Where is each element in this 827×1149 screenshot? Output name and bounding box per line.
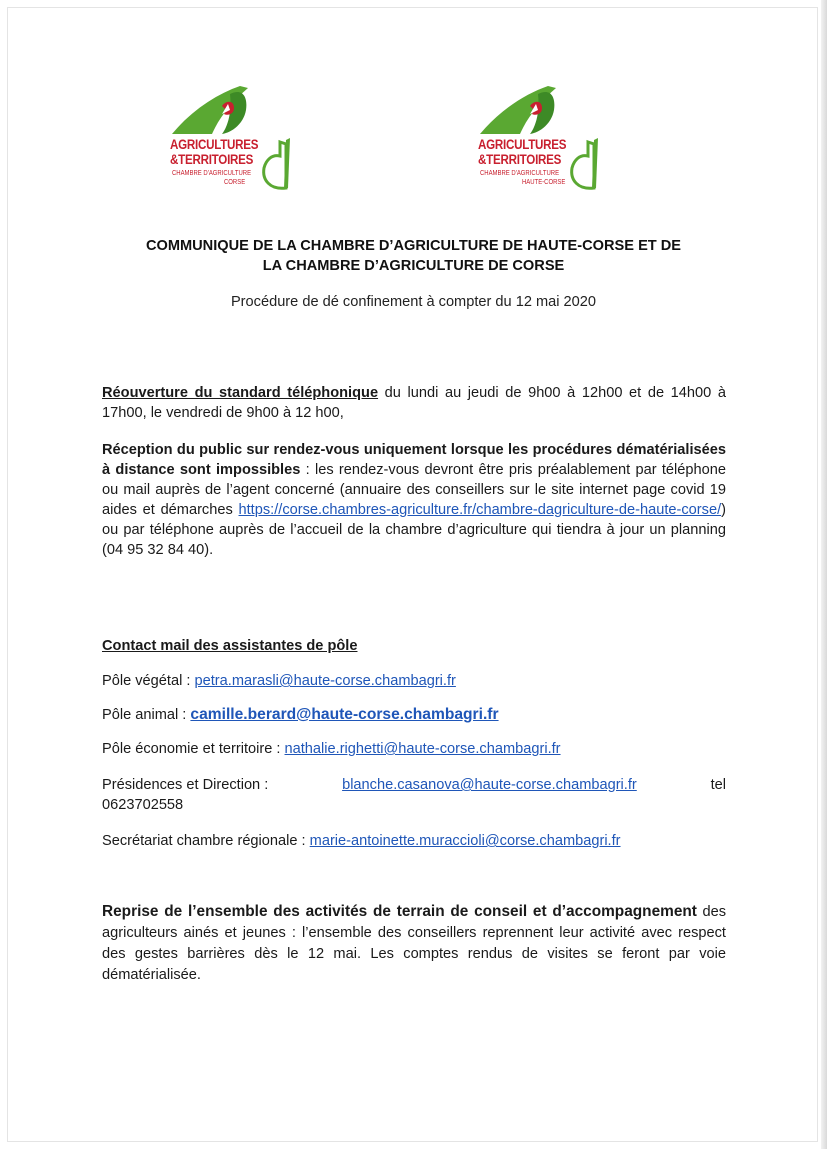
secretariat-label: Secrétariat chambre régionale : (102, 833, 310, 849)
contact-presidence (102, 775, 726, 815)
contact-secretariat (102, 831, 726, 851)
contacts-heading: Contact mail des assistantes de pôle (102, 638, 358, 654)
logo-chambre-haute-corse (470, 80, 620, 200)
standard-heading: Réouverture du standard téléphonique (102, 385, 379, 401)
economie-email-link[interactable]: nathalie.righetti@haute-corse.chambagri.fr (284, 741, 561, 757)
economie-label: Pôle économie et territoire : (102, 741, 285, 757)
contact-economie (102, 739, 726, 759)
reprise-heading: Reprise de l’ensemble des activités de terrain de conseil et d’accompagnement (102, 903, 697, 920)
presidence-email-link[interactable]: blanche.casanova@haute-corse.chambagri.fr (342, 777, 637, 793)
logo-text-line2: &TERRITOIRES (170, 152, 254, 167)
logo-text-line2: &TERRITOIRES (478, 152, 562, 167)
reception-text-2: ) ou par téléphone auprès de l’accueil de la chambre d’agriculture qui tiendra à jour un planning (04 95 32 84 40). (102, 502, 726, 558)
logo-text-line4: CORSE (224, 179, 246, 186)
animal-email-link[interactable]: camille.berard@haute-corse.chambagri.fr (190, 706, 499, 723)
standard-text: du lundi au jeudi de 9h00 à 12h00 et de 14h00 à 17h00, le vendredi de 9h00 à 12 h00, (102, 385, 726, 421)
logo-text-line4: HAUTE-CORSE (522, 179, 566, 186)
secretariat-email-link[interactable]: marie-antoinette.muraccioli@corse.chambagri.fr (309, 833, 621, 849)
title-line-2: LA CHAMBRE D’AGRICULTURE DE CORSE (262, 258, 565, 274)
site-link[interactable]: https://corse.chambres-agriculture.fr/chambre-dagriculture-de-haute-corse/ (238, 502, 722, 518)
logo-text-line1: AGRICULTURES (478, 137, 567, 152)
reprise-text: des agriculteurs ainés et jeunes : l’ensemble des conseillers reprennent leur activité avec respect des gestes barrières dès le 12 mai. Les comptes rendus de visites se feront par voie dématérialisée. (102, 904, 726, 983)
logo-text-line3: CHAMBRE D'AGRICULTURE (480, 170, 560, 177)
paragraph-reception (102, 440, 726, 560)
logo-text-line1: AGRICULTURES (170, 137, 259, 152)
reception-text-1: : les rendez-vous devront être pris préalablement par téléphone ou mail auprès de l’agent concerné (annuaire des conseillers sur le site internet page covid 19 aides et démarches (102, 462, 726, 518)
logo-text-line3: CHAMBRE D'AGRICULTURE (172, 170, 252, 177)
page-edge (821, 0, 827, 1149)
presidence-tel-label: tel (710, 777, 726, 793)
contact-animal (102, 705, 726, 725)
presidence-tel: 0623702558 (102, 797, 184, 813)
logo-chambre-corse (162, 80, 312, 200)
vegetal-label: Pôle végétal : (102, 673, 195, 689)
contacts-heading-row (102, 636, 726, 656)
presidence-label: Présidences et Direction : (102, 777, 269, 793)
paragraph-reprise (102, 901, 726, 986)
contact-vegetal (102, 671, 726, 691)
vegetal-email-link[interactable]: petra.marasli@haute-corse.chambagri.fr (194, 673, 456, 689)
reception-heading: Réception du public sur rendez-vous uniquement lorsque les procédures dématérialisées à distance sont impossibles (102, 442, 726, 478)
animal-label: Pôle animal : (102, 707, 191, 723)
title-line-1: COMMUNIQUE DE LA CHAMBRE D’AGRICULTURE DE HAUTE-CORSE ET DE (145, 238, 682, 254)
paragraph-standard (102, 383, 726, 423)
subtitle: Procédure de dé confinement à compter du 12 mai 2020 (230, 294, 597, 310)
page-title (100, 236, 727, 276)
